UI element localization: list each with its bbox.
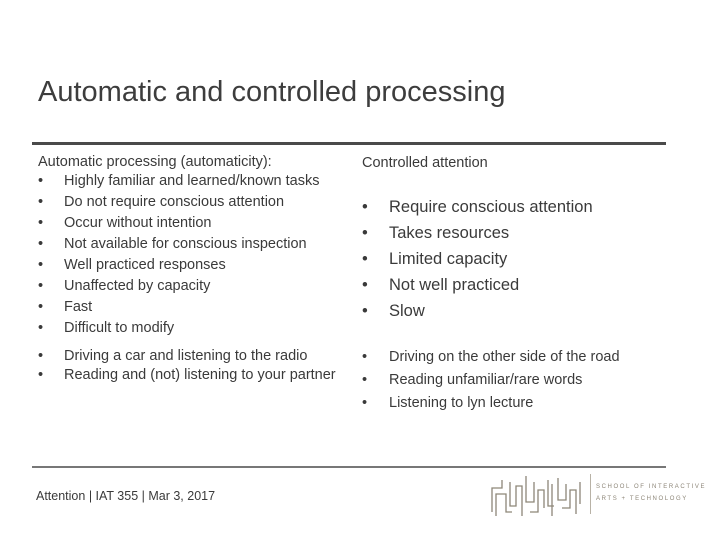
logo-text-line1: SCHOOL OF INTERACTIVE xyxy=(596,484,707,490)
list-item: • Highly familiar and learned/known tasks xyxy=(38,173,320,189)
bullet-icon: • xyxy=(362,372,368,388)
list-item: • Occur without intention xyxy=(38,215,212,231)
controlled-examples-list xyxy=(362,349,682,412)
controlled-heading: Controlled attention xyxy=(362,155,488,171)
automatic-examples-list xyxy=(38,348,338,383)
bullet-icon: • xyxy=(38,215,44,231)
controlled-attention-column xyxy=(362,155,682,418)
bullet-icon: • xyxy=(362,198,368,216)
bullet-icon: • xyxy=(38,194,44,210)
slide-title: Automatic and controlled processing xyxy=(38,76,506,108)
automatic-processing-column xyxy=(38,154,338,386)
bullet-icon: • xyxy=(38,299,44,315)
list-item: • Fast xyxy=(38,299,93,315)
siat-logo-icon xyxy=(488,472,584,518)
list-item: • Well practiced responses xyxy=(38,257,226,273)
bullet-icon: • xyxy=(362,395,368,411)
logo-divider xyxy=(590,474,591,514)
list-item: • Driving a car and listening to the radio xyxy=(38,348,308,364)
bullet-icon: • xyxy=(38,320,44,336)
controlled-properties-list xyxy=(362,197,682,322)
list-item: • Reading and (not) listening to your partner xyxy=(38,367,336,383)
list-item: • Takes resources xyxy=(362,224,510,242)
list-item: • Slow xyxy=(362,302,425,320)
list-item: • Not well practiced xyxy=(362,276,520,294)
list-item: • Limited capacity xyxy=(362,250,508,268)
list-item: • Difficult to modify xyxy=(38,320,175,336)
bullet-icon: • xyxy=(38,257,44,273)
bullet-icon: • xyxy=(362,224,368,242)
footer-divider xyxy=(32,466,666,468)
list-item: • Unaffected by capacity xyxy=(38,278,211,294)
bullet-icon: • xyxy=(362,349,368,365)
bullet-icon: • xyxy=(362,276,368,294)
bullet-icon: • xyxy=(362,250,368,268)
logo-text-line2: ARTS + TECHNOLOGY xyxy=(596,496,688,502)
bullet-icon: • xyxy=(38,236,44,252)
bullet-icon: • xyxy=(38,278,44,294)
title-divider xyxy=(32,142,666,145)
siat-logo xyxy=(488,472,688,518)
automatic-heading: Automatic processing (automaticity): xyxy=(38,154,272,170)
automatic-properties-list xyxy=(38,173,338,336)
list-item: • Reading unfamiliar/rare words xyxy=(362,372,583,388)
list-item: • Not available for conscious inspection xyxy=(38,236,307,252)
list-item: • Driving on the other side of the road xyxy=(362,349,620,365)
bullet-icon: • xyxy=(362,302,368,320)
list-item: • Require conscious attention xyxy=(362,198,593,216)
list-item: • Listening to lyn lecture xyxy=(362,395,534,411)
bullet-icon: • xyxy=(38,348,44,364)
bullet-icon: • xyxy=(38,173,44,189)
slide-footer: Attention | IAT 355 | Mar 3, 2017 xyxy=(36,489,216,503)
list-item: • Do not require conscious attention xyxy=(38,194,285,210)
bullet-icon: • xyxy=(38,367,44,383)
